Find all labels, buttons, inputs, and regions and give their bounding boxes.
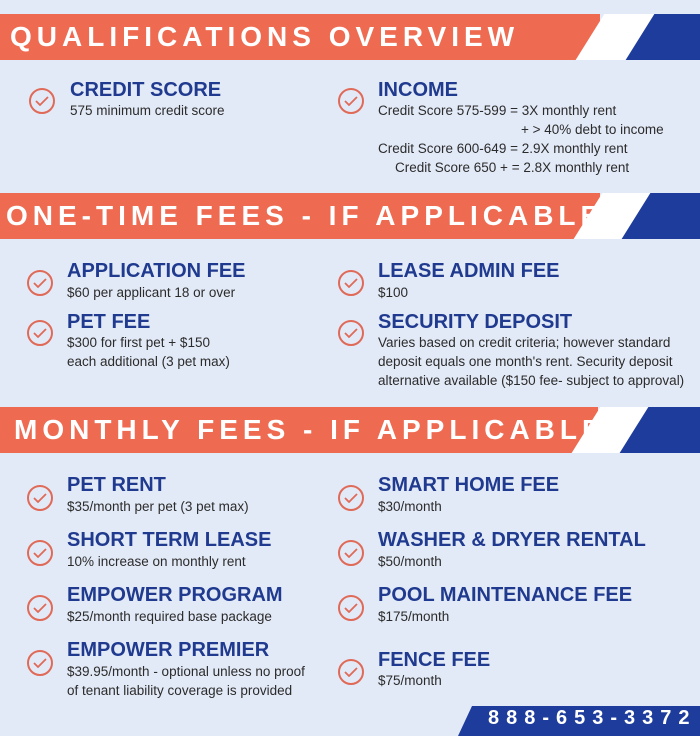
monthly-title: MONTHLY FEES - IF APPLICABLE bbox=[14, 414, 606, 445]
empower-premier-heading: EMPOWER PREMIER bbox=[67, 639, 270, 661]
pet-fee-heading: PET FEE bbox=[67, 311, 151, 333]
security-deposit-heading: SECURITY DEPOSIT bbox=[378, 311, 573, 333]
empower-program-heading: EMPOWER PROGRAM bbox=[67, 584, 283, 606]
smart-home-text: $30/month bbox=[378, 499, 442, 514]
phone-number[interactable]: 888-653-3372 bbox=[488, 707, 697, 729]
check-icon bbox=[27, 650, 53, 676]
security-deposit-line-1: Varies based on credit criteria; however standard bbox=[378, 335, 671, 350]
empower-premier-line-1: $39.95/month - optional unless no proof bbox=[67, 664, 305, 679]
check-icon bbox=[338, 88, 364, 114]
short-term-lease-heading: SHORT TERM LEASE bbox=[67, 529, 272, 551]
lease-admin-text: $100 bbox=[378, 285, 409, 300]
check-icon bbox=[338, 320, 364, 346]
income-line-3: Credit Score 600-649 = 2.9X monthly rent bbox=[378, 141, 628, 156]
check-icon bbox=[29, 88, 55, 114]
empower-program-text: $25/month required base package bbox=[67, 609, 272, 624]
application-fee-heading: APPLICATION FEE bbox=[67, 260, 246, 282]
smart-home-heading: SMART HOME FEE bbox=[378, 474, 560, 496]
empower-premier-line-2: of tenant liability coverage is provided bbox=[67, 683, 293, 698]
fence-fee-heading: FENCE FEE bbox=[378, 649, 491, 671]
lease-admin-heading: LEASE ADMIN FEE bbox=[378, 260, 560, 282]
qualifications-title: QUALIFICATIONS OVERVIEW bbox=[10, 21, 520, 52]
onetime-banner bbox=[0, 193, 700, 239]
income-line-4: Credit Score 650 + = 2.8X monthly rent bbox=[395, 160, 630, 175]
monthly-banner bbox=[0, 407, 700, 453]
short-term-lease-text: 10% increase on monthly rent bbox=[67, 554, 246, 569]
check-icon bbox=[338, 595, 364, 621]
washer-dryer-text: $50/month bbox=[378, 554, 442, 569]
application-fee-text: $60 per applicant 18 or over bbox=[67, 285, 236, 300]
security-deposit-line-3: alternative available ($150 fee- subject to approval) bbox=[378, 373, 685, 388]
pet-rent-text: $35/month per pet (3 pet max) bbox=[67, 499, 249, 514]
income-line-2: + > 40% debt to income bbox=[521, 122, 664, 137]
pet-fee-line-2: each additional (3 pet max) bbox=[67, 354, 230, 369]
check-icon bbox=[27, 595, 53, 621]
income-heading: INCOME bbox=[378, 79, 458, 101]
check-icon bbox=[27, 540, 53, 566]
check-icon bbox=[338, 540, 364, 566]
income-line-1: Credit Score 575-599 = 3X monthly rent bbox=[378, 103, 617, 118]
check-icon bbox=[338, 659, 364, 685]
washer-dryer-heading: WASHER & DRYER RENTAL bbox=[378, 529, 646, 551]
check-icon bbox=[27, 485, 53, 511]
onetime-title: ONE-TIME FEES - IF APPLICABLE bbox=[6, 200, 605, 231]
credit-score-text: 575 minimum credit score bbox=[70, 103, 225, 118]
check-icon bbox=[27, 270, 53, 296]
pool-maintenance-heading: POOL MAINTENANCE FEE bbox=[378, 584, 633, 606]
pet-rent-heading: PET RENT bbox=[67, 474, 166, 496]
pet-fee-line-1: $300 for first pet + $150 bbox=[67, 335, 210, 350]
fence-fee-text: $75/month bbox=[378, 673, 442, 688]
qualifications-banner bbox=[0, 14, 700, 60]
check-icon bbox=[338, 485, 364, 511]
check-icon bbox=[338, 270, 364, 296]
pool-maintenance-text: $175/month bbox=[378, 609, 450, 624]
security-deposit-line-2: deposit equals one month's rent. Security deposit bbox=[378, 354, 673, 369]
check-icon bbox=[27, 320, 53, 346]
credit-score-heading: CREDIT SCORE bbox=[70, 79, 222, 101]
